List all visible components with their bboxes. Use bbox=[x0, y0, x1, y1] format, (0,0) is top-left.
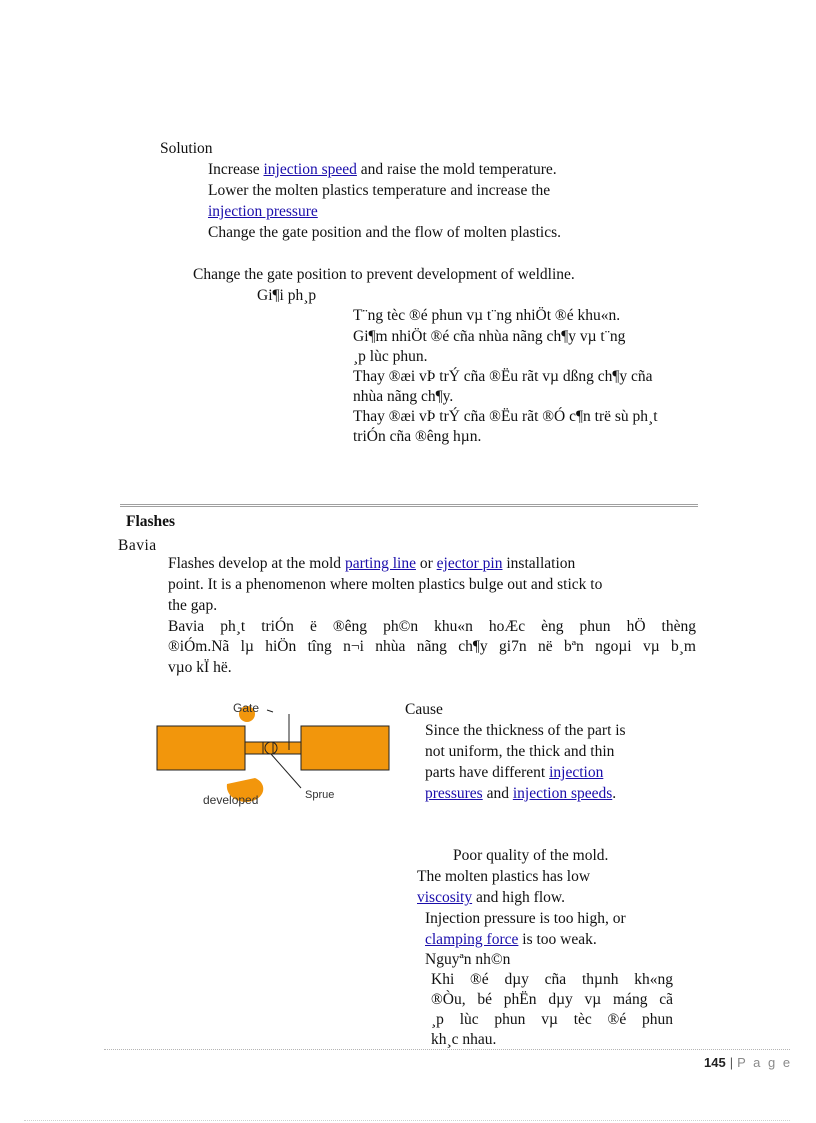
cause-heading: Cause bbox=[405, 701, 443, 718]
cause-line: Poor quality of the mold. bbox=[453, 847, 609, 864]
left-mold-block bbox=[157, 726, 245, 770]
cause-line bbox=[417, 887, 565, 908]
vn-flashes-line: ®iÓm.Nã lµ hiÖn tîng n¬i nhùa nãng ch¶y gi7n në bªn ngoµi vµ b¸m bbox=[168, 638, 696, 655]
cause-line: Injection pressure is too high, or bbox=[425, 910, 626, 927]
cause-line bbox=[425, 929, 597, 950]
page-word: P a g e bbox=[737, 1055, 793, 1070]
text: or bbox=[415, 555, 437, 572]
cause-line bbox=[425, 762, 603, 783]
injection-speeds-link[interactable]: injection speeds bbox=[512, 785, 613, 802]
text: Increase bbox=[208, 161, 264, 178]
vn-solution-line: nhùa nãng ch¶y. bbox=[353, 388, 454, 405]
clamping-force-link[interactable]: clamping force bbox=[425, 931, 519, 948]
vn-cause-line: Khi ®é dµy cña thµnh kh«ng bbox=[431, 971, 673, 988]
flash-diagram bbox=[155, 698, 395, 808]
gate-label: Gate bbox=[233, 701, 260, 715]
cause-line: not uniform, the thick and thin bbox=[425, 743, 615, 760]
flashes-line-2: point. It is a phenomenon where molten plastics bulge out and stick to bbox=[168, 576, 603, 593]
sprue-label: Sprue bbox=[305, 789, 335, 801]
injection-link[interactable]: injection bbox=[549, 764, 604, 781]
text: . bbox=[612, 785, 617, 802]
text: parts have different bbox=[425, 764, 550, 781]
text: installation bbox=[502, 555, 576, 572]
vn-solution-line: Thay ®æi vÞ trÝ cña ®Ëu rãt ®Ó c¶n trë sù ph¸t bbox=[353, 408, 658, 425]
cause-line bbox=[425, 783, 616, 804]
solution-line-5: Change the gate position to prevent development of weldline. bbox=[193, 266, 575, 283]
section-divider bbox=[120, 504, 698, 507]
flashes-heading: Flashes bbox=[126, 513, 176, 530]
flashes-line-3: the gap. bbox=[168, 597, 218, 614]
solution-line-1 bbox=[208, 159, 557, 180]
viscosity-link[interactable]: viscosity bbox=[417, 889, 473, 906]
cause-line: Since the thickness of the part is bbox=[425, 722, 626, 739]
text: is too weak. bbox=[518, 931, 597, 948]
vn-solution-line: ¸p lùc phun. bbox=[353, 348, 428, 365]
bottom-divider bbox=[24, 1120, 790, 1121]
flashes-line-1 bbox=[168, 553, 575, 574]
solution-line-4: Change the gate position and the flow of molten plastics. bbox=[208, 224, 561, 241]
text: Flashes develop at the mold bbox=[168, 555, 345, 572]
ejector-pin-link[interactable]: ejector pin bbox=[436, 555, 503, 572]
vn-cause-line: kh¸c nhau. bbox=[431, 1031, 497, 1048]
vn-flashes-line: Bavia ph¸t triÓn ë ®êng ph©n khu«n hoÆc èng phun hÖ thèng bbox=[168, 618, 696, 635]
vn-solution-heading: Gi¶i ph¸p bbox=[257, 287, 317, 304]
injection-speed-link[interactable]: injection speed bbox=[263, 161, 357, 178]
page-footer bbox=[704, 1052, 792, 1073]
vn-cause-heading: Nguyªn nh©n bbox=[425, 951, 511, 968]
gate-pointer bbox=[267, 710, 273, 712]
vn-solution-line: T¨ng tèc ®é phun vµ t¨ng nhiÖt ®é khu«n. bbox=[353, 307, 621, 324]
pressures-link[interactable]: pressures bbox=[425, 785, 483, 802]
page-separator: | bbox=[729, 1055, 734, 1070]
vn-cause-line: ®Òu, bé phËn dµy vµ máng cã bbox=[431, 991, 673, 1008]
cause-line: The molten plastics has low bbox=[417, 868, 591, 885]
developed-label: developed bbox=[203, 793, 259, 807]
page-number: 145 bbox=[704, 1055, 726, 1070]
injection-pressure-link[interactable]: injection pressure bbox=[208, 203, 318, 220]
vn-solution-line: triÓn cña ®êng hµn. bbox=[353, 428, 482, 445]
right-mold-block bbox=[301, 726, 389, 770]
sprue-pointer bbox=[271, 754, 301, 788]
vn-flashes-line: vµo kÏ hë. bbox=[168, 659, 232, 676]
vn-cause-line: ¸p lùc phun vµ tèc ®é phun bbox=[431, 1011, 673, 1028]
parting-line-link[interactable]: parting line bbox=[344, 555, 416, 572]
text: and raise the mold temperature. bbox=[356, 161, 557, 178]
text: and bbox=[482, 785, 513, 802]
solution-line-3 bbox=[208, 201, 318, 222]
text: and high flow. bbox=[472, 889, 565, 906]
vn-solution-line: Gi¶m nhiÖt ®é cña nhùa nãng ch¶y vµ t¨ng bbox=[353, 328, 626, 345]
solution-heading: Solution bbox=[160, 140, 213, 157]
footer-divider bbox=[104, 1049, 790, 1050]
solution-line-2: Lower the molten plastics temperature and increase the bbox=[208, 182, 551, 199]
bavia-heading: Bavia bbox=[118, 537, 157, 554]
vn-solution-line: Thay ®æi vÞ trÝ cña ®Ëu rãt vµ dßng ch¶y cña bbox=[353, 368, 653, 385]
